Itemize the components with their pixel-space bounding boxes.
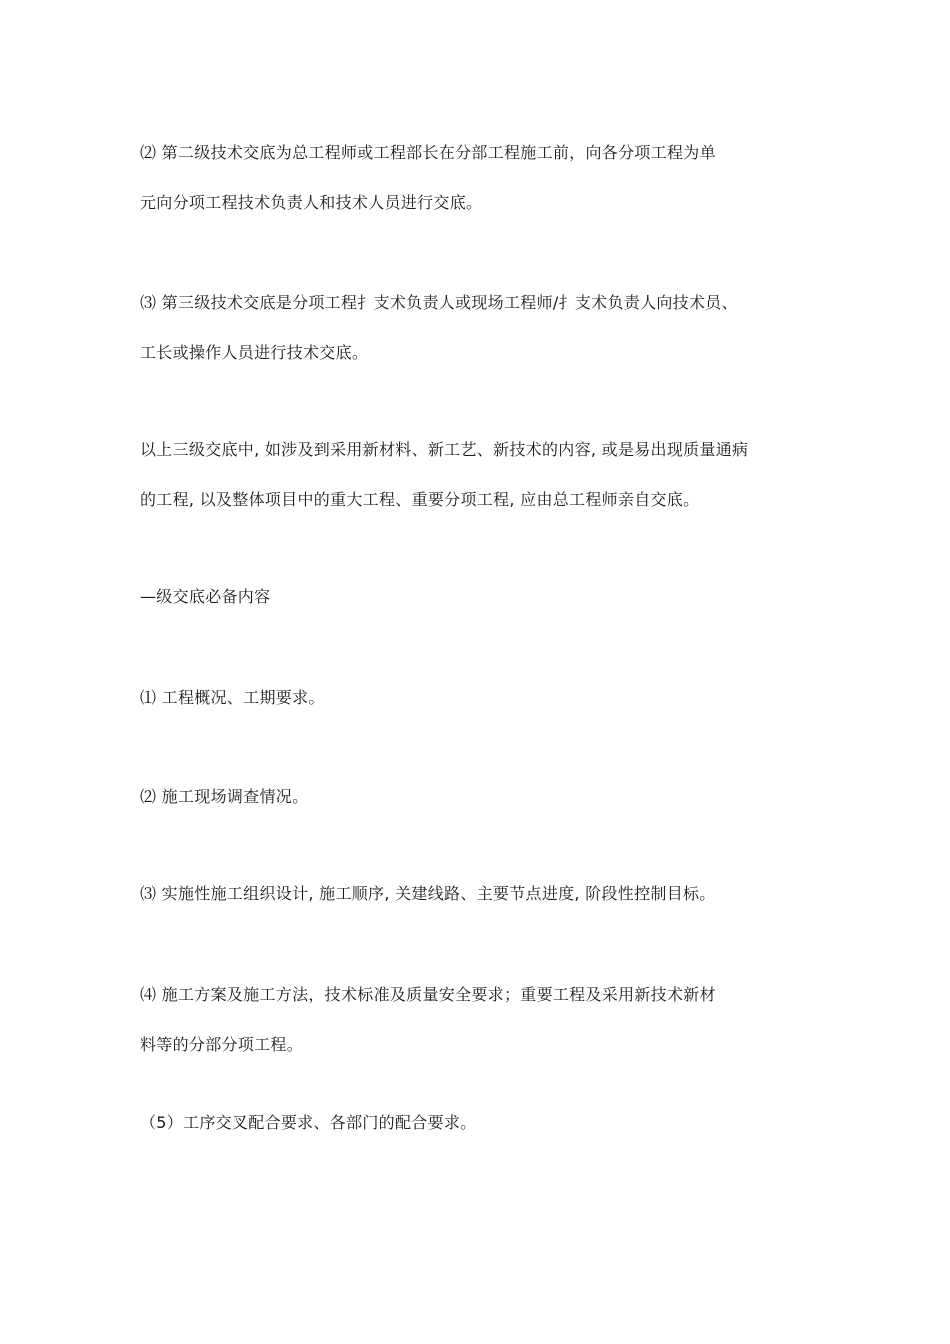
list-item: （5）工序交叉配合要求、各部门的配合要求。 bbox=[140, 1113, 477, 1132]
list-item: ⑷ 施工方案及施工方法，技术标准及质量安全要求；重要工程及采用新技术新材 bbox=[140, 985, 716, 1004]
paragraph-line: 元向分项工程技术负责人和技术人员进行交底。 bbox=[140, 193, 483, 212]
paragraph-line: 工长或操作人员进行技术交底。 bbox=[140, 343, 369, 362]
section-heading: —级交底必备内容 bbox=[140, 587, 271, 606]
paragraph-line: ⑵ 第二级技术交底为总工程师或工程部长在分部工程施工前，向各分项工程为单 bbox=[140, 143, 716, 162]
list-item: ⑶ 实施性施工组织设计, 施工顺序, 关建线路、主要节点进度, 阶段性控制目标。 bbox=[140, 884, 716, 903]
paragraph-line: 的工程, 以及整体项目中的重大工程、重要分项工程, 应由总工程师亲自交底。 bbox=[140, 490, 700, 509]
list-item-continuation: 料等的分部分项工程。 bbox=[140, 1035, 304, 1054]
list-item: ⑵ 施工现场调查情况。 bbox=[140, 787, 309, 806]
paragraph-line: 以上三级交底中, 如涉及到采用新材料、新工艺、新技术的内容, 或是易出现质量通病 bbox=[140, 440, 749, 459]
list-item: ⑴ 工程概况、工期要求。 bbox=[140, 688, 325, 707]
paragraph-line: ⑶ 第三级技术交底是分项工程扌支术负责人或现场工程师/扌支术负责人向技术员、 bbox=[140, 293, 738, 312]
